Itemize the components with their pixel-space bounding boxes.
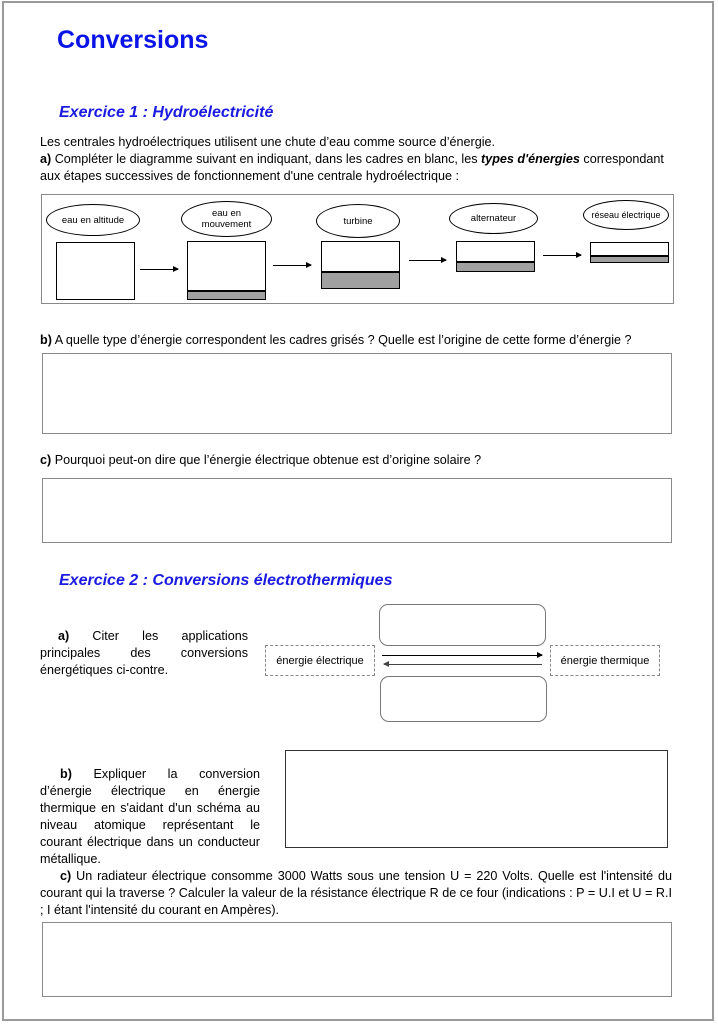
- energy-box-white[interactable]: [456, 241, 535, 262]
- question-text: correspondant aux étapes successives de fonctionnement d'une centrale hydroélectrique :: [40, 152, 664, 183]
- arrow-right-icon: [273, 265, 311, 266]
- question-label: a): [40, 152, 52, 166]
- question-label: b): [60, 767, 72, 781]
- question-label: c): [60, 869, 72, 883]
- stage-label: réseau électrique: [591, 209, 661, 220]
- answer-box-2c[interactable]: [42, 922, 672, 997]
- question-text: Citer les applications principales des conversions énergétiques ci-contre.: [40, 629, 248, 677]
- energy-box-electrique: [265, 645, 375, 676]
- energy-box-white[interactable]: [590, 242, 669, 256]
- question-1a: [40, 151, 680, 185]
- energy-box-white[interactable]: [56, 242, 135, 300]
- question-label: a): [58, 629, 70, 643]
- question-text: Un radiateur électrique consomme 3000 Watts sous une tension U = 220 Volts. Quelle est l'intensité du courant qui la traverse ? Calculer la valeur de la résistance électrique R de ce four (indications : P = U.I et U = R.I ; I étant l'intensité du courant en Ampères).: [40, 869, 672, 917]
- energy-box-grey[interactable]: [321, 272, 400, 289]
- application-box-top[interactable]: [379, 604, 546, 646]
- energy-box-thermique: [550, 645, 660, 676]
- exercise-2-heading: Exercice 2 : Conversions électrothermiques: [59, 572, 393, 589]
- arrow-right-icon: [409, 260, 446, 261]
- box-label: énergie électrique: [276, 654, 364, 667]
- stage-ellipse-turbine: [316, 204, 400, 238]
- question-2c: [40, 868, 672, 919]
- arrow-left-icon: [384, 664, 542, 665]
- energy-box-white[interactable]: [321, 241, 400, 272]
- arrow-right-icon: [140, 269, 178, 270]
- question-label: b): [40, 333, 52, 347]
- question-text: Pourquoi peut-on dire que l’énergie électrique obtenue est d’origine solaire ?: [51, 453, 482, 467]
- question-text: Expliquer la conversion d’énergie électrique en énergie thermique en s'aidant d'un schéma au niveau atomique représentant le courant électrique dans un conducteur métallique.: [40, 767, 260, 866]
- stage-ellipse-eau-en-altitude: [46, 204, 140, 236]
- stage-ellipse-eau-en-mouvement: [181, 201, 272, 237]
- arrow-right-icon: [543, 255, 581, 256]
- question-1b: [40, 332, 680, 349]
- exercise-1-intro: [40, 134, 680, 185]
- stage-ellipse-reseau-electrique: [583, 200, 669, 230]
- application-box-bottom[interactable]: [380, 676, 547, 722]
- intro-text: Les centrales hydroélectriques utilisent une chute d’eau comme source d’énergie.: [40, 135, 496, 149]
- arrow-right-icon: [382, 655, 542, 656]
- question-1c: [40, 452, 680, 469]
- stage-label: eau en mouvement: [201, 208, 252, 230]
- question-2a: [40, 628, 248, 679]
- energy-box-white[interactable]: [187, 241, 266, 291]
- stage-label: eau en altitude: [61, 214, 125, 226]
- stage-label: turbine: [343, 215, 373, 227]
- energy-box-grey[interactable]: [187, 291, 266, 300]
- question-label: c): [40, 453, 52, 467]
- hydro-diagram: [41, 194, 674, 304]
- exercise-1-heading: Exercice 1 : Hydroélectricité: [59, 104, 274, 121]
- question-text: A quelle type d’énergie correspondent les cadres grisés ? Quelle est l’origine de cette forme d’énergie ?: [51, 333, 632, 347]
- box-label: énergie thermique: [560, 654, 650, 667]
- answer-box-1b[interactable]: [42, 353, 672, 434]
- answer-box-1c[interactable]: [42, 478, 672, 543]
- energy-box-grey[interactable]: [590, 256, 669, 263]
- question-2b: [40, 766, 260, 868]
- energy-box-grey[interactable]: [456, 262, 535, 272]
- emphasis-text: types d'énergies: [481, 152, 580, 166]
- page-title: Conversions: [57, 26, 209, 54]
- question-text: Compléter le diagramme suivant en indiquant, dans les cadres en blanc, les: [51, 152, 482, 166]
- stage-ellipse-alternateur: [449, 203, 538, 234]
- stage-label: alternateur: [470, 213, 517, 224]
- answer-box-2b[interactable]: [285, 750, 668, 848]
